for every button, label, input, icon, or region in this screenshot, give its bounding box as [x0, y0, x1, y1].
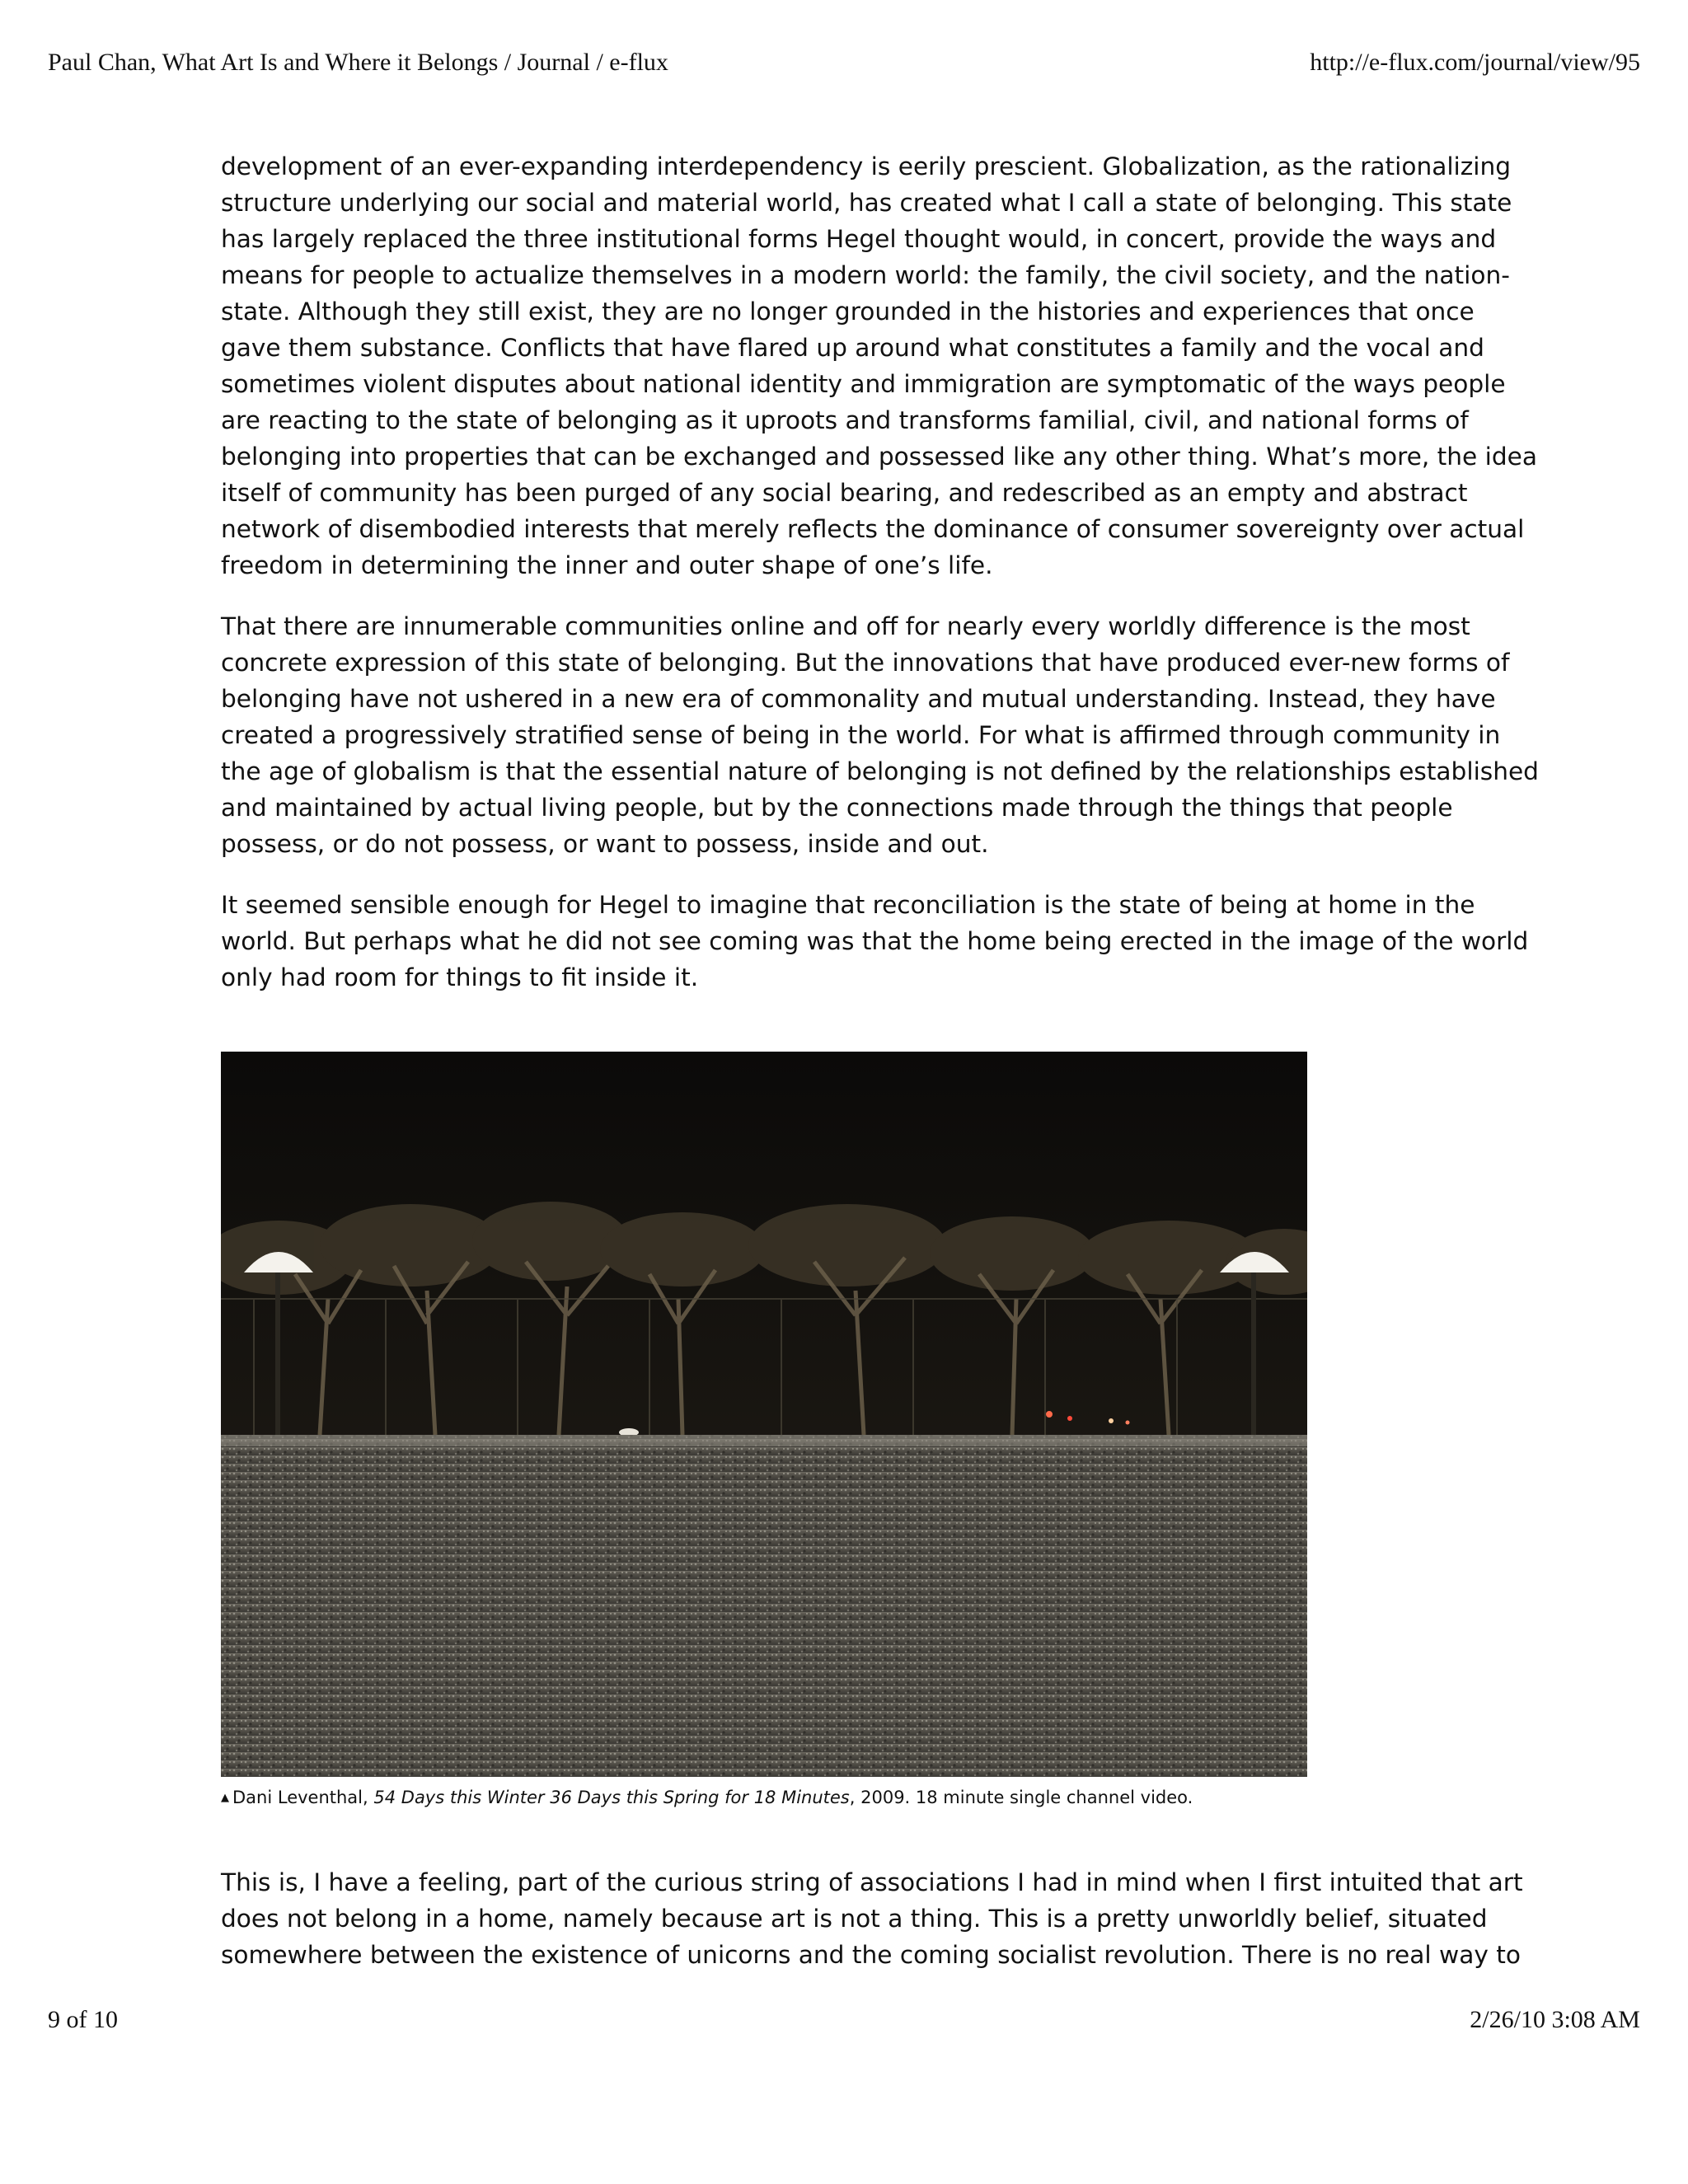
paragraph: development of an ever-expanding interdependency is eerily prescient. Globalization, as the rationalizing structure underlying our social and material world, has created what I call a state of belonging. This state has largely replaced the three institutional forms Hegel thought would, in concert, provide the ways and means for people to actualize themselves in a modern world: the family, the civil society, and the nation-state. Although they still exist, they are no longer grounded in the histories and experiences that once gave them substance. Conflicts that have flared up around what constitutes a family and the vocal and sometimes violent disputes about national identity and immigration are symptomatic of the ways people are reacting to the state of belonging as it uproots and transforms familial, civil, and national forms of belonging into properties that can be exchanged and possessed like any other thing. What’s more, the idea itself of community has been purged of any social bearing, and redescribed as an empty and abstract network of disembodied interests that merely reflects the dominance of consumer sovereignty over actual freedom in determining the inner and outer shape of one’s life.	[221, 152, 1537, 579]
caption-artist: Dani Leventhal,	[232, 1788, 374, 1807]
caption-work-title: 54 Days this Winter 36 Days this Spring for 18 Minutes	[373, 1788, 850, 1807]
page-number: 9 of 10	[48, 2006, 118, 2033]
article-body	[221, 148, 1540, 996]
article-body-continued	[221, 1864, 1540, 1973]
print-timestamp: 2/26/10 3:08 AM	[1470, 2006, 1640, 2033]
caption-triangle-icon: ▲	[221, 1792, 229, 1804]
paragraph: This is, I have a feeling, part of the curious string of associations I had in mind when I first intuited that art does not belong in a home, namely because art is not a thing. This is a pretty unworldly belief, situated somewhere between the existence of unicorns and the coming socialist revolution. There is no real way to	[221, 1868, 1523, 1969]
caption-details: , 2009. 18 minute single channel video.	[849, 1788, 1193, 1807]
article-figure	[221, 1052, 1307, 1810]
video-still-image	[221, 1052, 1307, 1777]
figure-caption	[221, 1786, 1307, 1810]
page-title: Paul Chan, What Art Is and Where it Belongs / Journal / e-flux	[48, 49, 668, 76]
page-url: http://e-flux.com/journal/view/95	[1310, 49, 1640, 76]
paragraph: That there are innumerable communities online and off for nearly every worldly difference is the most concrete expression of this state of belonging. But the innovations that have produced ever-new forms of belonging have not ushered in a new era of commonality and mutual understanding. Instead, they have created a progressively stratified sense of being in the world. For what is affirmed through community in the age of globalism is that the essential nature of belonging is not defined by the relationships established and maintained by actual living people, but by the connections made through the things that people possess, or do not possess, or want to possess, inside and out.	[221, 612, 1539, 858]
print-footer	[48, 2008, 1640, 2032]
paragraph: It seemed sensible enough for Hegel to imagine that reconciliation is the state of being at home in the world. But perhaps what he did not see coming was that the home being erected in the image of the world only had room for things to fit inside it.	[221, 891, 1529, 991]
print-header	[48, 50, 1640, 75]
